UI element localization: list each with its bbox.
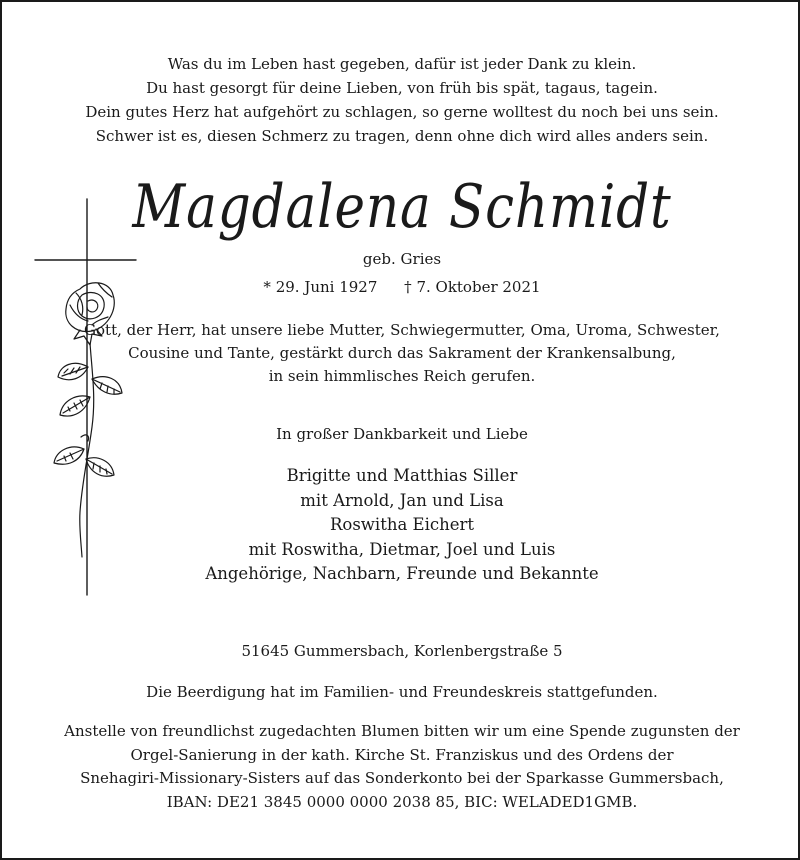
donation-line: Anstelle von freundlichst zugedachten Blumen bitten wir um eine Spende zugunsten der: [64, 722, 740, 740]
donation-line: IBAN: DE21 3845 0000 0000 2038 85, BIC: WELADED1GMB.: [166, 792, 638, 811]
death-announcement: [2, 319, 800, 388]
mourner-entry: Brigitte und Matthias Siller: [286, 466, 518, 485]
mourners-list: [2, 464, 800, 587]
mourner-entry: Roswitha Eichert: [329, 515, 475, 534]
mourner-entry: mit Roswitha, Dietmar, Joel und Luis: [248, 539, 556, 559]
deceased-name: Magdalena Schmidt: [132, 172, 672, 242]
gratitude-line: In großer Dankbarkeit und Liebe: [276, 425, 528, 443]
donation-line: Snehagiri-Missionary-Sisters auf das Sonderkonto bei der Sparkasse Gummersbach,: [80, 769, 724, 787]
poem: [2, 52, 800, 148]
announcement-line: Cousine und Tante, gestärkt durch das Sakrament der Krankensalbung,: [128, 344, 676, 362]
mourner-entry: mit Arnold, Jan und Lisa: [300, 490, 504, 510]
poem-line: Du hast gesorgt für deine Lieben, von früh bis spät, tagaus, tagein.: [146, 79, 658, 97]
life-dates: [2, 276, 800, 298]
donation-request: [2, 720, 800, 814]
birth-name: geb. Gries: [362, 250, 442, 268]
funeral-note: Die Beerdigung hat im Familien- und Freundeskreis stattgefunden.: [146, 683, 658, 701]
donation-line: Orgel-Sanierung in der kath. Kirche St. Franziskus und des Ordens der: [130, 745, 674, 764]
poem-line: Was du im Leben hast gegeben, dafür ist jeder Dank zu klein.: [167, 55, 637, 73]
poem-line: Dein gutes Herz hat aufgehört zu schlagen, so gerne wolltest du noch bei uns sein.: [85, 103, 719, 121]
announcement-line: in sein himmlisches Reich gerufen.: [268, 367, 536, 385]
poem-line: Schwer ist es, diesen Schmerz zu tragen, denn ohne dich wird alles anders sein.: [95, 127, 709, 145]
announcement-line: Gott, der Herr, hat unsere liebe Mutter, Schwiegermutter, Oma, Uroma, Schwester,: [84, 321, 720, 339]
death-date: † 7. Oktober 2021: [404, 278, 541, 296]
birth-date: * 29. Juni 1927: [263, 278, 378, 296]
mourner-entry: Angehörige, Nachbarn, Freunde und Bekannte: [205, 564, 599, 583]
family-address: 51645 Gummersbach, Korlenbergstraße 5: [241, 642, 563, 660]
